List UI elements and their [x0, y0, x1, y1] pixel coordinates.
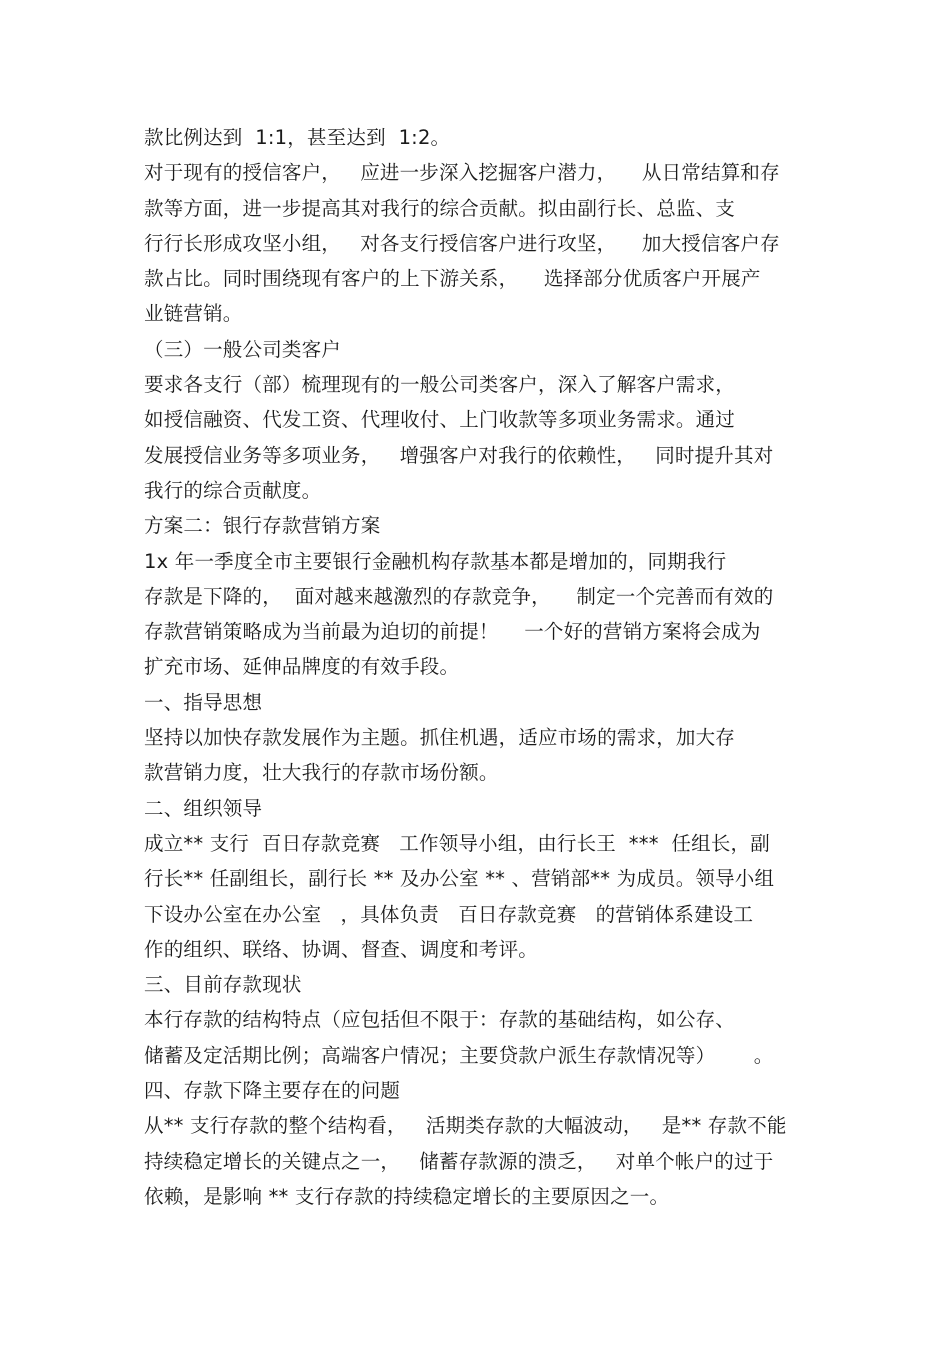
text-line: 行行长形成攻坚小组， 对各支行授信客户进行攻坚， 加大授信客户存 [144, 231, 780, 255]
text-line: 款营销力度，壮大我行的存款市场份额。 [144, 761, 499, 785]
text-line: 发展授信业务等多项业务， 增强客户对我行的依赖性， 同时提升其对 [144, 443, 774, 467]
text-line: 对于现有的授信客户， 应进一步深入挖掘客户潜力， 从日常结算和存 [144, 161, 780, 185]
text-line: 款占比。同时围绕现有客户的上下游关系， 选择部分优质客户开展产 [144, 267, 761, 291]
text-line: 坚持以加快存款发展作为主题。抓住机遇，适应市场的需求，加大存 [144, 726, 736, 750]
text-line: 成立** 支行 百日存款竞赛 工作领导小组，由行长王 *** 任组长，副 [144, 831, 770, 855]
text-line: 本行存款的结构特点（应包括但不限于：存款的基础结构，如公存、 [144, 1008, 736, 1032]
section-heading: 二、组织领导 [144, 796, 263, 820]
text-line: 1x 年一季度全市主要银行金融机构存款基本都是增加的，同期我行 [144, 549, 727, 573]
section-heading: 一、指导思想 [144, 690, 263, 714]
text-line: 扩充市场、延伸品牌度的有效手段。 [144, 655, 460, 679]
text-line: 款比例达到 1:1，甚至达到 1:2。 [144, 126, 451, 149]
section-heading: 三、目前存款现状 [144, 973, 302, 997]
text-line: 下设办公室在办公室 ，具体负责 百日存款竞赛 的营销体系建设工 [144, 902, 754, 926]
text-line: 业链营销。 [144, 302, 243, 326]
text-line: 存款是下降的， 面对越来越激烈的存款竞争， 制定一个完善而有效的 [144, 584, 774, 608]
text-line: 从** 支行存款的整个结构看， 活期类存款的大幅波动， 是** 存款不能 [144, 1114, 787, 1138]
section-heading: （三）一般公司类客户 [144, 337, 342, 361]
text-line: 要求各支行（部）梳理现有的一般公司类客户，深入了解客户需求， [144, 373, 736, 397]
text-line: 款等方面，进一步提高其对我行的综合贡献。拟由副行长、总监、支 [144, 196, 736, 220]
text-line: 如授信融资、代发工资、代理收付、上门收款等多项业务需求。通过 [144, 408, 736, 432]
text-line: 我行的综合贡献度。 [144, 478, 322, 502]
text-line: 持续稳定增长的关键点之一， 储蓄存款源的溃乏， 对单个帐户的过于 [144, 1149, 774, 1173]
text-line: 行长** 任副组长，副行长 ** 及办公室 ** 、营销部** 为成员。领导小组 [144, 867, 775, 891]
text-line: 依赖，是影响 ** 支行存款的持续稳定增长的主要原因之一。 [144, 1184, 670, 1208]
section-heading: 四、存款下降主要存在的问题 [144, 1079, 401, 1103]
document-body [144, 120, 814, 1214]
section-heading: 方案二：银行存款营销方案 [144, 514, 381, 538]
text-line: 存款营销策略成为当前最为迫切的前提！ 一个好的营销方案将会成为 [144, 620, 761, 644]
text-line: 作的组织、联络、协调、督查、调度和考评。 [144, 937, 539, 961]
text-line: 储蓄及定活期比例；高端客户情况；主要贷款户派生存款情况等） 。 [144, 1043, 774, 1067]
